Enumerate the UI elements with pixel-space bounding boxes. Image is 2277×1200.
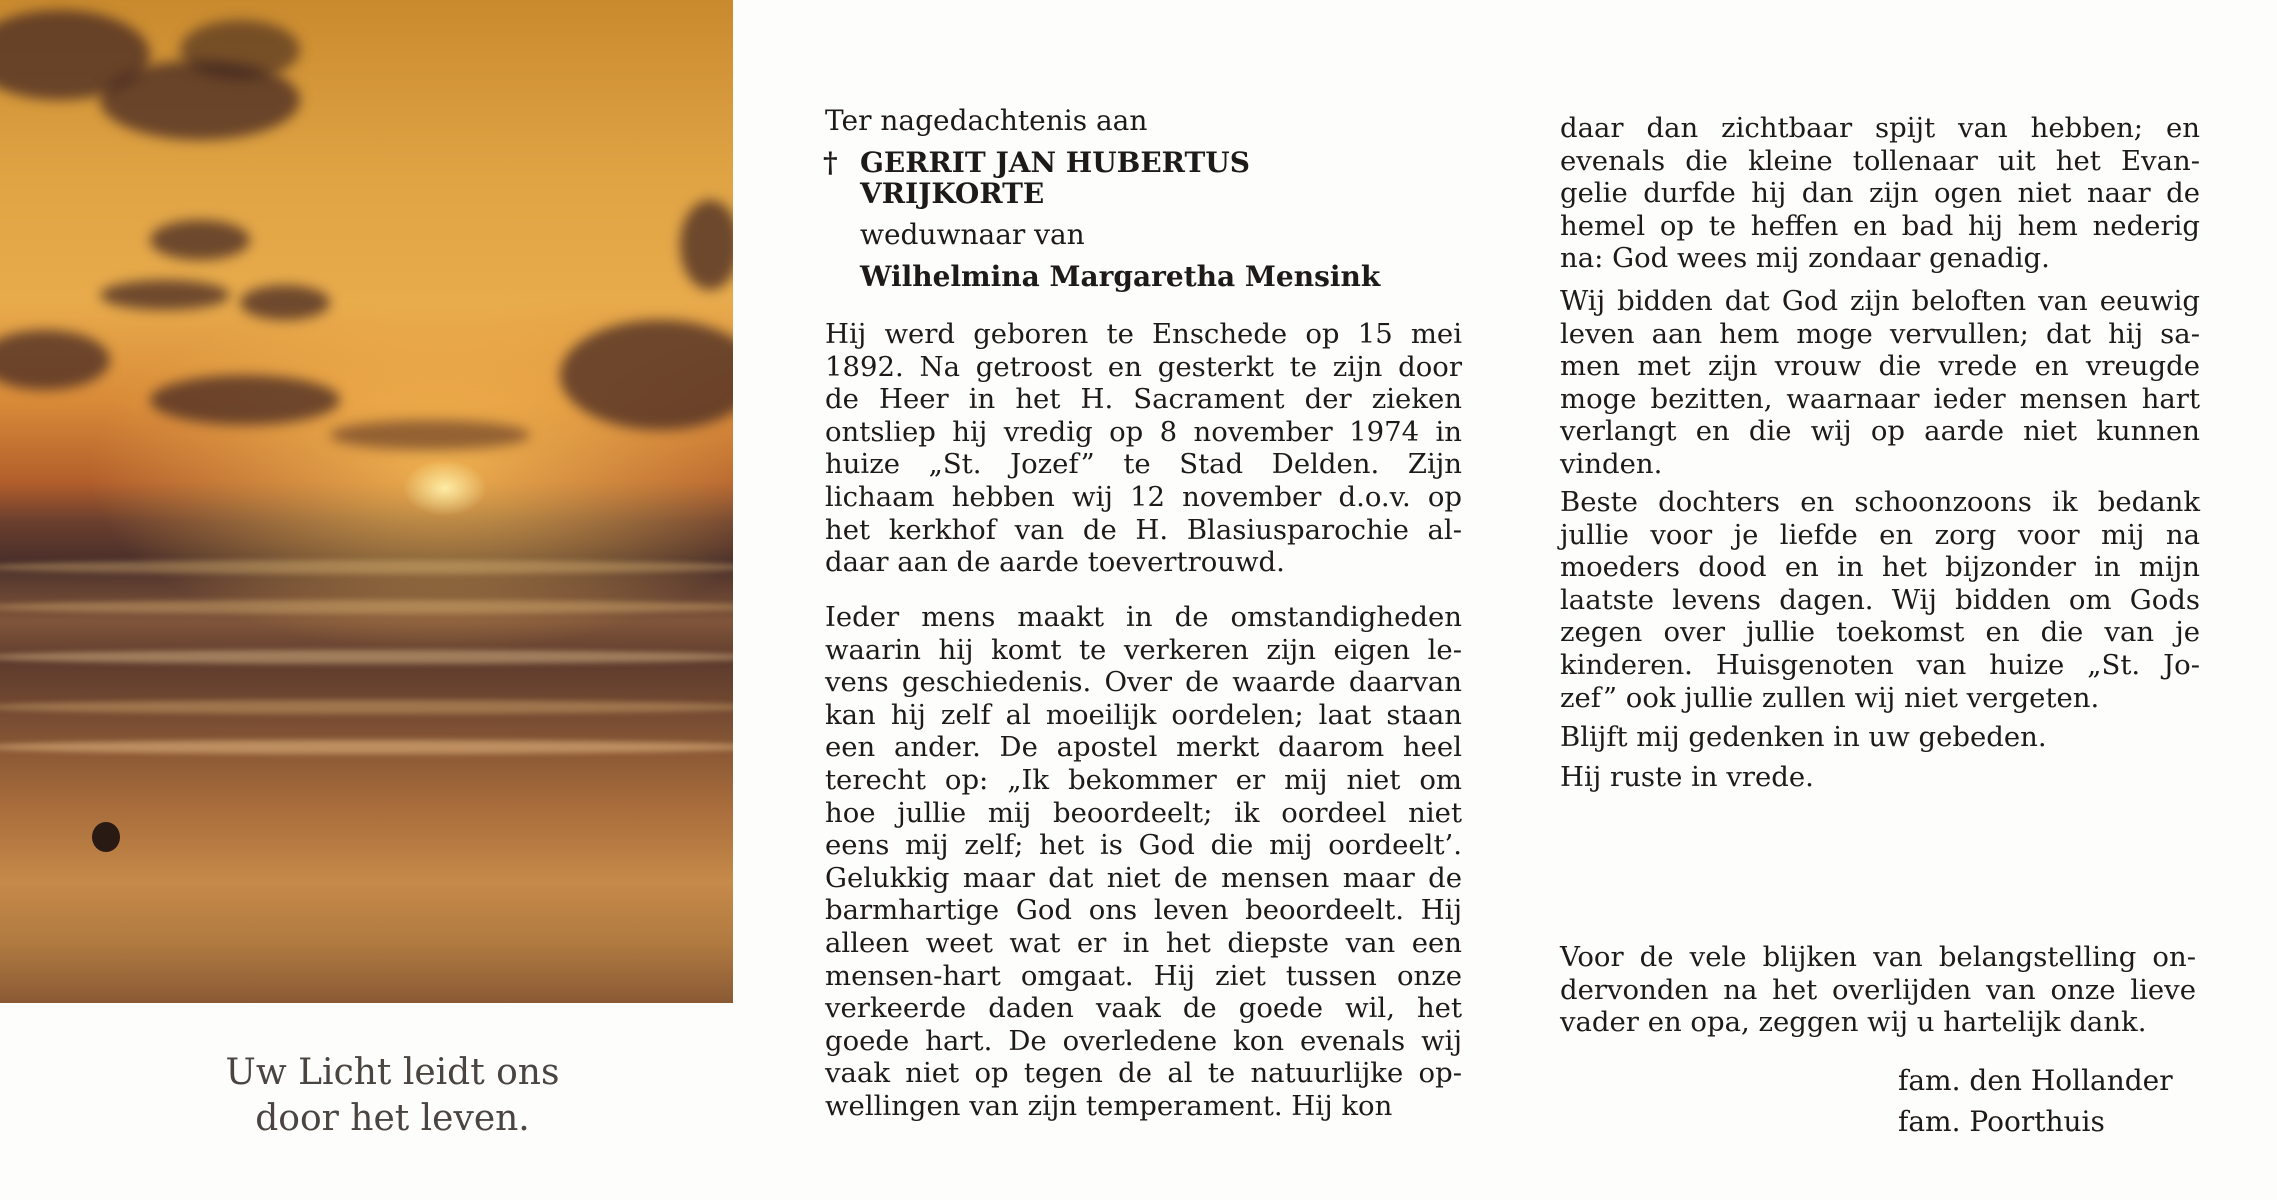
text-line: kan hij zelf al moeilijk oordelen; laat staan xyxy=(825,698,1462,731)
text-line: een ander. De apostel merkt daarom heel xyxy=(825,731,1462,764)
text-line: vaak niet op tegen de al te natuurlijke op- xyxy=(825,1057,1462,1090)
text-line: Blijft mij gedenken in uw gebeden. xyxy=(1560,721,2047,753)
text-line: zegen over jullie toekomst en die van je xyxy=(1560,616,2200,649)
text-line: moeders dood en in het bijzonder in mijn xyxy=(1560,551,2200,584)
text-line: na: God wees mij zondaar genadig. xyxy=(1560,242,2050,275)
text-line: men met zijn vrouw die vrede en vreugde xyxy=(1560,350,2200,383)
sunset-sea-photo xyxy=(0,0,733,1003)
cross-icon: † xyxy=(823,146,838,179)
text-line: het kerkhof van de H. Blasiusparochie al- xyxy=(825,513,1462,546)
text-line: Hij ruste in vrede. xyxy=(1560,761,1814,793)
text-line: hoe jullie mij beoordeelt; ik oordeel niet xyxy=(825,796,1462,829)
text-line: vinden. xyxy=(1560,447,1663,480)
text-line: lichaam hebben wij 12 november d.o.v. op xyxy=(825,480,1462,513)
card-caption xyxy=(130,1050,655,1142)
text-line: eens mij zelf; het is God die mij oordeelt’. xyxy=(825,829,1462,862)
text-line: verlangt en die wij op aarde niet kunnen xyxy=(1560,415,2200,448)
spouse-name: Wilhelmina Margaretha Mensink xyxy=(860,260,1381,293)
caption-line: door het leven. xyxy=(255,1098,530,1139)
paragraph-prayer xyxy=(1560,285,2200,481)
text-line: evenals die kleine tollenaar uit het Evan- xyxy=(1560,144,2200,177)
text-line: verkeerde daden vaak de goede wil, het xyxy=(825,992,1462,1025)
deceased-name-line2: VRIJKORTE xyxy=(860,177,1045,210)
signature-den-hollander: fam. den Hollander xyxy=(1898,1064,2173,1097)
text-line: Gelukkig maar dat niet de mensen maar de xyxy=(825,861,1462,894)
text-line: alleen weet wat er in het diepste van een xyxy=(825,926,1462,959)
intro-text: Ter nagedachtenis aan xyxy=(825,104,1148,137)
text-line: Ieder mens maakt in de omstandigheden xyxy=(825,601,1462,633)
text-line: gelie durfde hij dan zijn ogen niet naar de xyxy=(1560,177,2200,210)
text-line: de Heer in het H. Sacrament der zieken xyxy=(825,383,1462,416)
text-line: daar dan zichtbaar spijt van hebben; en xyxy=(1560,112,2200,144)
text-line: Hij werd geboren te Enschede op 15 mei xyxy=(825,318,1462,350)
caption-line: Uw Licht leidt ons xyxy=(225,1052,560,1093)
text-line: moge bezitten, waarnaar ieder mensen hart xyxy=(1560,382,2200,415)
text-line: leven aan hem moge vervullen; dat hij sa- xyxy=(1560,317,2200,350)
paragraph-rest-in-peace xyxy=(1560,761,2200,794)
paragraph-reflection xyxy=(825,601,1462,1123)
text-line: vens geschiedenis. Over de waarde daarvan xyxy=(825,666,1462,699)
text-line: vader en opa, zeggen wij u hartelijk dank. xyxy=(1560,1006,2147,1039)
text-line: hemel op te heffen en bad hij hem nederig xyxy=(1560,209,2200,242)
text-line: laatste levens dagen. Wij bidden om Gods xyxy=(1560,583,2200,616)
text-line: terecht op: „Ik bekommer er mij niet om xyxy=(825,763,1462,796)
text-line: barmhartige God ons leven beoordeelt. Hij xyxy=(825,894,1462,927)
text-line: ontsliep hij vredig op 8 november 1974 in xyxy=(825,415,1462,448)
paragraph-continued xyxy=(1560,112,2200,275)
paragraph-birth-death xyxy=(825,318,1462,579)
text-line: Wij bidden dat God zijn beloften van eeuwig xyxy=(1560,285,2200,317)
text-line: waarin hij komt te verkeren zijn eigen le- xyxy=(825,633,1462,666)
text-line: mensen-hart omgaat. Hij ziet tussen onze xyxy=(825,959,1462,992)
text-line: dervonden na het overlijden van onze lieve xyxy=(1560,973,2196,1006)
paragraph-acknowledgement xyxy=(1560,941,2196,1039)
text-line: kinderen. Huisgenoten van huize „St. Jo- xyxy=(1560,648,2200,681)
deceased-name-line1: GERRIT JAN HUBERTUS xyxy=(860,146,1250,179)
text-line: daar aan de aarde toevertrouwd. xyxy=(825,546,1285,579)
text-line: Beste dochters en schoonzoons ik bedank xyxy=(1560,486,2200,518)
text-line: zef” ook jullie zullen wij niet vergeten. xyxy=(1560,681,2100,714)
relation-text: weduwnaar van xyxy=(860,218,1085,251)
text-line: huize „St. Jozef” te Stad Delden. Zijn xyxy=(825,448,1462,481)
text-line: Voor de vele blijken van belangstelling on- xyxy=(1560,941,2196,973)
signature-poorthuis: fam. Poorthuis xyxy=(1898,1105,2105,1138)
shell-on-beach xyxy=(92,822,120,852)
text-line: wellingen van zijn temperament. Hij kon xyxy=(825,1089,1393,1122)
paragraph-thanks-children xyxy=(1560,486,2200,714)
paragraph-remember xyxy=(1560,721,2200,754)
text-line: goede hart. De overledene kon evenals wij xyxy=(825,1024,1462,1057)
text-line: jullie voor je liefde en zorg voor mij na xyxy=(1560,518,2200,551)
text-line: 1892. Na getroost en gesterkt te zijn door xyxy=(825,350,1462,383)
